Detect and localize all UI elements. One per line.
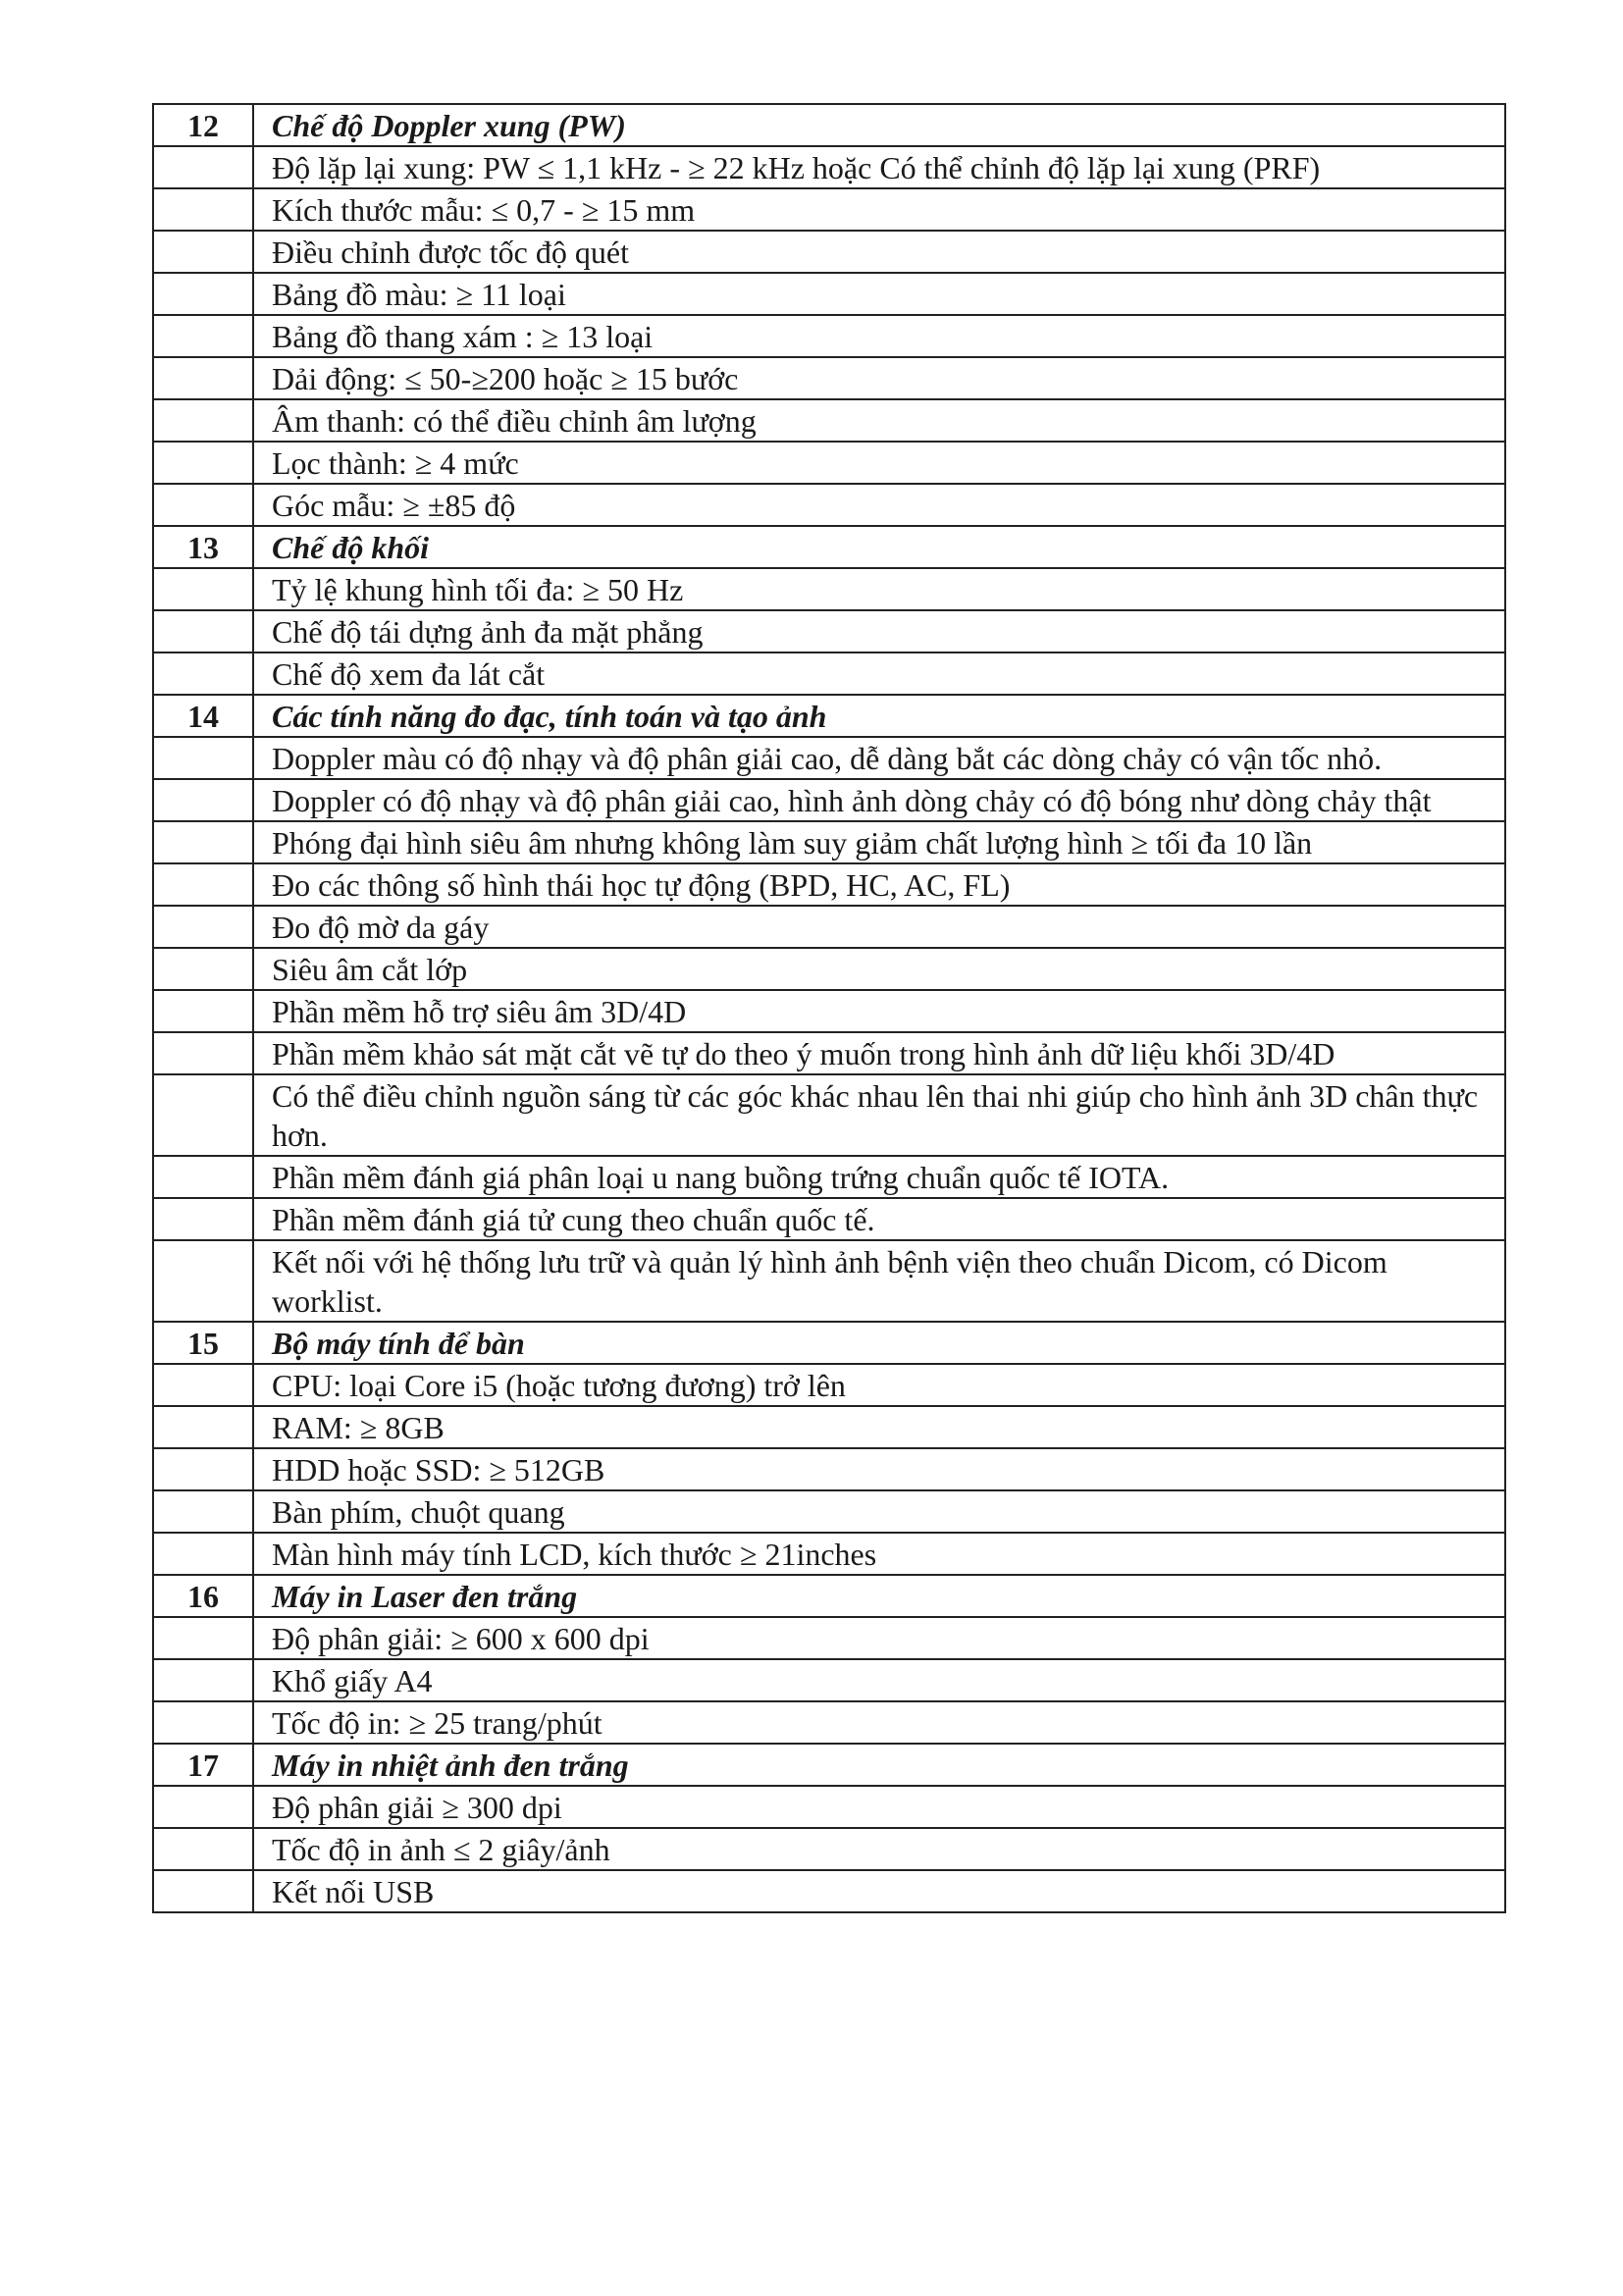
spec-row — [153, 906, 1505, 948]
spec-row — [153, 357, 1505, 399]
spec-row — [153, 1701, 1505, 1744]
spec-row — [153, 948, 1505, 990]
empty-number-cell — [153, 737, 253, 779]
empty-number-cell — [153, 1828, 253, 1870]
empty-number-cell — [153, 1786, 253, 1828]
empty-number-cell — [153, 1032, 253, 1074]
empty-number-cell — [153, 1659, 253, 1701]
spec-item: Siêu âm cắt lớp — [253, 948, 1505, 990]
spec-item: RAM: ≥ 8GB — [253, 1406, 1505, 1448]
section-title: Chế độ khối — [253, 526, 1505, 568]
section-header-row — [153, 695, 1505, 737]
empty-number-cell — [153, 1198, 253, 1240]
section-title: Máy in nhiệt ảnh đen trắng — [253, 1744, 1505, 1786]
section-number: 16 — [153, 1575, 253, 1617]
empty-number-cell — [153, 990, 253, 1032]
spec-item: Lọc thành: ≥ 4 mức — [253, 442, 1505, 484]
empty-number-cell — [153, 1533, 253, 1575]
spec-item: Dải động: ≤ 50-≥200 hoặc ≥ 15 bước — [253, 357, 1505, 399]
spec-row — [153, 1074, 1505, 1156]
empty-number-cell — [153, 442, 253, 484]
spec-row — [153, 1617, 1505, 1659]
spec-row — [153, 1448, 1505, 1490]
spec-row — [153, 188, 1505, 231]
spec-item: Chế độ tái dựng ảnh đa mặt phẳng — [253, 610, 1505, 652]
spec-item: Có thể điều chỉnh nguồn sáng từ các góc khác nhau lên thai nhi giúp cho hình ảnh 3D chân thực hơn. — [253, 1074, 1505, 1156]
empty-number-cell — [153, 399, 253, 442]
spec-row — [153, 399, 1505, 442]
section-title: Máy in Laser đen trắng — [253, 1575, 1505, 1617]
spec-row — [153, 1490, 1505, 1533]
spec-item: Tốc độ in ảnh ≤ 2 giây/ảnh — [253, 1828, 1505, 1870]
spec-item: Điều chỉnh được tốc độ quét — [253, 231, 1505, 273]
empty-number-cell — [153, 948, 253, 990]
spec-item: Phần mềm khảo sát mặt cắt vẽ tự do theo ý muốn trong hình ảnh dữ liệu khối 3D/4D — [253, 1032, 1505, 1074]
section-number: 12 — [153, 104, 253, 146]
spec-item: Độ phân giải: ≥ 600 x 600 dpi — [253, 1617, 1505, 1659]
empty-number-cell — [153, 188, 253, 231]
empty-number-cell — [153, 273, 253, 315]
spec-row — [153, 484, 1505, 526]
spec-row — [153, 1032, 1505, 1074]
spec-item: Góc mẫu: ≥ ±85 độ — [253, 484, 1505, 526]
empty-number-cell — [153, 1617, 253, 1659]
spec-row — [153, 1533, 1505, 1575]
spec-row — [153, 273, 1505, 315]
empty-number-cell — [153, 1406, 253, 1448]
spec-row — [153, 1240, 1505, 1322]
section-header-row — [153, 1575, 1505, 1617]
section-title: Các tính năng đo đạc, tính toán và tạo ảnh — [253, 695, 1505, 737]
empty-number-cell — [153, 863, 253, 906]
spec-item: Phần mềm hỗ trợ siêu âm 3D/4D — [253, 990, 1505, 1032]
spec-item: Kết nối USB — [253, 1870, 1505, 1912]
section-number: 17 — [153, 1744, 253, 1786]
empty-number-cell — [153, 779, 253, 821]
spec-item: Bảng đồ màu: ≥ 11 loại — [253, 273, 1505, 315]
empty-number-cell — [153, 357, 253, 399]
spec-row — [153, 1156, 1505, 1198]
spec-row — [153, 1198, 1505, 1240]
empty-number-cell — [153, 821, 253, 863]
spec-row — [153, 231, 1505, 273]
spec-row — [153, 315, 1505, 357]
spec-row — [153, 1828, 1505, 1870]
spec-item: Độ phân giải ≥ 300 dpi — [253, 1786, 1505, 1828]
spec-item: CPU: loại Core i5 (hoặc tương đương) trở lên — [253, 1364, 1505, 1406]
spec-row — [153, 568, 1505, 610]
spec-item: Phóng đại hình siêu âm nhưng không làm suy giảm chất lượng hình ≥ tối đa 10 lần — [253, 821, 1505, 863]
spec-item: Bàn phím, chuột quang — [253, 1490, 1505, 1533]
section-number: 14 — [153, 695, 253, 737]
section-header-row — [153, 1322, 1505, 1364]
spec-row — [153, 1659, 1505, 1701]
spec-row — [153, 737, 1505, 779]
spec-item: Doppler màu có độ nhạy và độ phân giải cao, dễ dàng bắt các dòng chảy có vận tốc nhỏ. — [253, 737, 1505, 779]
spec-item: Kết nối với hệ thống lưu trữ và quản lý hình ảnh bệnh viện theo chuẩn Dicom, có Dicom worklist. — [253, 1240, 1505, 1322]
section-header-row — [153, 1744, 1505, 1786]
empty-number-cell — [153, 610, 253, 652]
empty-number-cell — [153, 1870, 253, 1912]
spec-table-body — [153, 104, 1505, 1912]
spec-item: Bảng đồ thang xám : ≥ 13 loại — [253, 315, 1505, 357]
spec-row — [153, 990, 1505, 1032]
spec-row — [153, 863, 1505, 906]
spec-row — [153, 1406, 1505, 1448]
empty-number-cell — [153, 1240, 253, 1322]
spec-item: Phần mềm đánh giá phân loại u nang buồng trứng chuẩn quốc tế IOTA. — [253, 1156, 1505, 1198]
spec-item: Tỷ lệ khung hình tối đa: ≥ 50 Hz — [253, 568, 1505, 610]
spec-item: Doppler có độ nhạy và độ phân giải cao, hình ảnh dòng chảy có độ bóng như dòng chảy thật — [253, 779, 1505, 821]
spec-item: Kích thước mẫu: ≤ 0,7 - ≥ 15 mm — [253, 188, 1505, 231]
spec-item: Độ lặp lại xung: PW ≤ 1,1 kHz - ≥ 22 kHz hoặc Có thể chỉnh độ lặp lại xung (PRF) — [253, 146, 1505, 188]
spec-table — [152, 103, 1506, 1913]
spec-item: Khổ giấy A4 — [253, 1659, 1505, 1701]
empty-number-cell — [153, 484, 253, 526]
spec-item: Chế độ xem đa lát cắt — [253, 652, 1505, 695]
section-header-row — [153, 104, 1505, 146]
empty-number-cell — [153, 906, 253, 948]
empty-number-cell — [153, 1074, 253, 1156]
empty-number-cell — [153, 146, 253, 188]
section-number: 13 — [153, 526, 253, 568]
section-title: Bộ máy tính để bàn — [253, 1322, 1505, 1364]
empty-number-cell — [153, 231, 253, 273]
empty-number-cell — [153, 1364, 253, 1406]
spec-row — [153, 610, 1505, 652]
section-title: Chế độ Doppler xung (PW) — [253, 104, 1505, 146]
empty-number-cell — [153, 315, 253, 357]
spec-row — [153, 146, 1505, 188]
spec-row — [153, 652, 1505, 695]
empty-number-cell — [153, 1490, 253, 1533]
spec-row — [153, 779, 1505, 821]
section-number: 15 — [153, 1322, 253, 1364]
spec-item: Đo các thông số hình thái học tự động (BPD, HC, AC, FL) — [253, 863, 1505, 906]
empty-number-cell — [153, 1448, 253, 1490]
empty-number-cell — [153, 568, 253, 610]
empty-number-cell — [153, 1156, 253, 1198]
spec-item: Phần mềm đánh giá tử cung theo chuẩn quốc tế. — [253, 1198, 1505, 1240]
spec-row — [153, 821, 1505, 863]
spec-item: HDD hoặc SSD: ≥ 512GB — [253, 1448, 1505, 1490]
spec-item: Đo độ mờ da gáy — [253, 906, 1505, 948]
empty-number-cell — [153, 1701, 253, 1744]
spec-row — [153, 1786, 1505, 1828]
empty-number-cell — [153, 652, 253, 695]
spec-row — [153, 1870, 1505, 1912]
spec-item: Âm thanh: có thể điều chỉnh âm lượng — [253, 399, 1505, 442]
section-header-row — [153, 526, 1505, 568]
spec-row — [153, 1364, 1505, 1406]
spec-item: Tốc độ in: ≥ 25 trang/phút — [253, 1701, 1505, 1744]
spec-row — [153, 442, 1505, 484]
spec-item: Màn hình máy tính LCD, kích thước ≥ 21inches — [253, 1533, 1505, 1575]
